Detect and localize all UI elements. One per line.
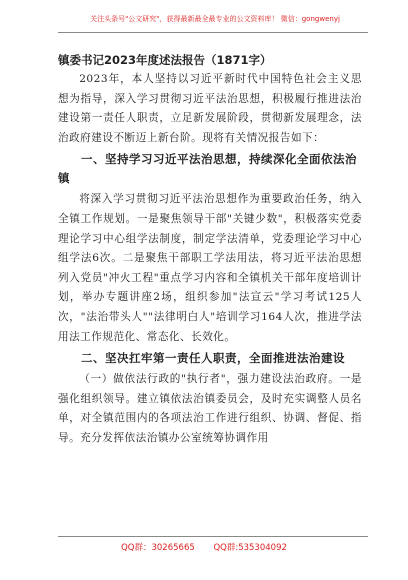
section-1-paragraph: 将深入学习贯彻习近平法治思想作为重要政治任务，纳入全镇工作规划。一是聚焦领导干部"关键少数"，积极落实党委理论学习中心组学法制度，制定学法清单，党委理论学习中心组学法6次。二是聚焦干部职工学法用法，将习近平法治思想列入党员"冲火工程"重点学习内容和全镇机关干部年度培训计划，举办专题讲座2场，组织参加"法宣云"学习考试125人次，"法治带头人""法律明白人"培训学习164人次，推进学法用法工作规范化、常态化、长效化。	[58, 193, 362, 343]
footer-qq-group-1: QQ群：30265665	[121, 543, 195, 553]
footer-divider	[58, 536, 368, 537]
section-2-heading: 二、坚决扛牢第一责任人职责，全面推进法治建设	[81, 351, 345, 366]
header-divider	[58, 32, 368, 33]
intro-paragraph: 2023年，本人坚持以习近平新时代中国特色社会主义思想为指导，深入学习贯彻习近平法治思想，积极履行推进法治建设第一责任人职责，立足新发展阶段，贯彻新发展理念，法治政府建设不断迈上新台阶。现将有关情况报告如下：	[58, 73, 362, 144]
footer-qq-group-2: QQ群:535304092	[213, 543, 287, 553]
page-header-banner: 关注头条号"公文研究"，获得最新最全最专业的公文资料库！ 微信：gongwenyj	[90, 15, 340, 23]
section-1-heading: 一、坚持学习习近平法治思想，持续深化全面依法治镇	[58, 152, 357, 186]
section-2-paragraph: （一）做依法行政的"执行者"，强力建设法治政府。一是强化组织领导。建立镇依法治镇委员会，及时充实调整人员名单，对全镇范围内的各项法治工作进行组织、协调、督促、指导。充分发挥依法治镇办公室统筹协调作用	[58, 373, 362, 444]
document-body	[58, 70, 362, 449]
page-footer	[0, 541, 408, 553]
document-title: 镇委书记2023年度述法报告（1871字）	[58, 53, 272, 67]
